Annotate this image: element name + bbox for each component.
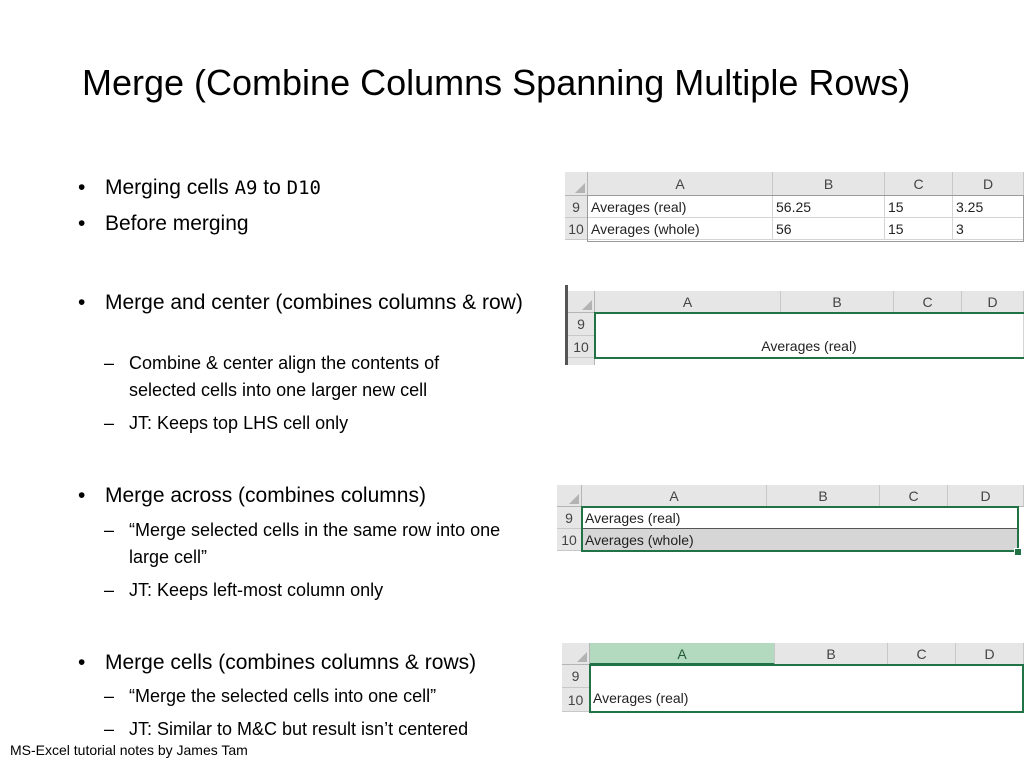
- column-header-a[interactable]: A: [590, 643, 775, 665]
- sub-bullet-combine-center: – Combine & center align the contents of selected cells into one larger new cell: [104, 350, 524, 404]
- selection-border: [594, 312, 1024, 359]
- column-header-c[interactable]: C: [885, 172, 953, 196]
- column-header-b[interactable]: B: [781, 291, 894, 313]
- column-header-a[interactable]: A: [595, 291, 781, 313]
- sheet-merge-cells: [562, 640, 1024, 716]
- select-all-corner[interactable]: [568, 291, 595, 313]
- column-header-c[interactable]: C: [888, 643, 956, 665]
- bullet-text-mid: to: [257, 176, 287, 199]
- column-header-d[interactable]: D: [948, 485, 1024, 507]
- cell-b10[interactable]: 56: [773, 218, 885, 240]
- selection-border: [587, 195, 1024, 242]
- row-header-9[interactable]: 9: [568, 313, 595, 336]
- column-header-b[interactable]: B: [773, 172, 885, 196]
- slide-title: Merge (Combine Columns Spanning Multiple Rows): [82, 62, 911, 103]
- sheet-before-merging: [565, 172, 1024, 242]
- footer-credit: MS-Excel tutorial notes by James Tam: [10, 742, 248, 758]
- cell-c9[interactable]: 15: [885, 196, 953, 218]
- column-header-d[interactable]: D: [962, 291, 1024, 313]
- merged-cell-a10-d10[interactable]: Averages (whole): [582, 529, 1018, 551]
- row-header-10[interactable]: 10: [565, 218, 588, 240]
- row-header-9[interactable]: 9: [562, 665, 590, 688]
- column-header-a[interactable]: A: [588, 172, 773, 196]
- column-header-a[interactable]: A: [582, 485, 767, 507]
- column-header-c[interactable]: C: [894, 291, 962, 313]
- sub-bullet-similar-mc: – JT: Similar to M&C but result isn’t centered: [104, 716, 524, 743]
- cell-ref-a9: A9: [234, 177, 258, 199]
- select-all-corner[interactable]: [557, 485, 582, 507]
- column-header-c[interactable]: C: [880, 485, 948, 507]
- sheet-merge-across: [557, 478, 1024, 556]
- merged-cell-text: Averages (real): [593, 690, 689, 706]
- select-all-corner[interactable]: [565, 172, 588, 196]
- sub-bullet-merge-into-one: – “Merge the selected cells into one cell”: [104, 683, 524, 710]
- cell-b9[interactable]: 56.25: [773, 196, 885, 218]
- sub-bullet-keeps-top-lhs: – JT: Keeps top LHS cell only: [104, 410, 524, 437]
- selection-border: [581, 506, 1019, 552]
- column-header-b[interactable]: B: [767, 485, 880, 507]
- selection-border: [589, 664, 1024, 713]
- column-header-b[interactable]: B: [775, 643, 888, 665]
- column-header-d[interactable]: D: [953, 172, 1024, 196]
- column-header-d[interactable]: D: [956, 643, 1024, 665]
- fill-handle[interactable]: [1014, 548, 1022, 556]
- sub-bullet-keeps-left-most: – JT: Keeps left-most column only: [104, 577, 524, 604]
- row-header-10[interactable]: 10: [562, 688, 590, 712]
- cell-a10[interactable]: Averages (whole): [588, 218, 773, 240]
- merged-cell-text: Averages (real): [761, 338, 857, 354]
- cell-d9[interactable]: 3.25: [953, 196, 1024, 218]
- cell-c10[interactable]: 15: [885, 218, 953, 240]
- select-all-corner[interactable]: [562, 643, 590, 665]
- cell-ref-d10: D10: [286, 177, 321, 199]
- row-header-9[interactable]: 9: [565, 196, 588, 218]
- bullet-text: Merging cells: [105, 176, 235, 199]
- row-header-10[interactable]: 10: [568, 336, 595, 358]
- sub-bullet-merge-selected-row: – “Merge selected cells in the same row into one large cell”: [104, 517, 524, 571]
- cell-d10[interactable]: 3: [953, 218, 1024, 240]
- merged-cell-a9-d9[interactable]: Averages (real): [582, 507, 1018, 529]
- row-header-9[interactable]: 9: [557, 507, 582, 529]
- cell-a9[interactable]: Averages (real): [588, 196, 773, 218]
- row-header-11: [568, 358, 595, 365]
- sheet-merge-and-center: [565, 285, 1024, 365]
- row-header-10[interactable]: 10: [557, 529, 582, 551]
